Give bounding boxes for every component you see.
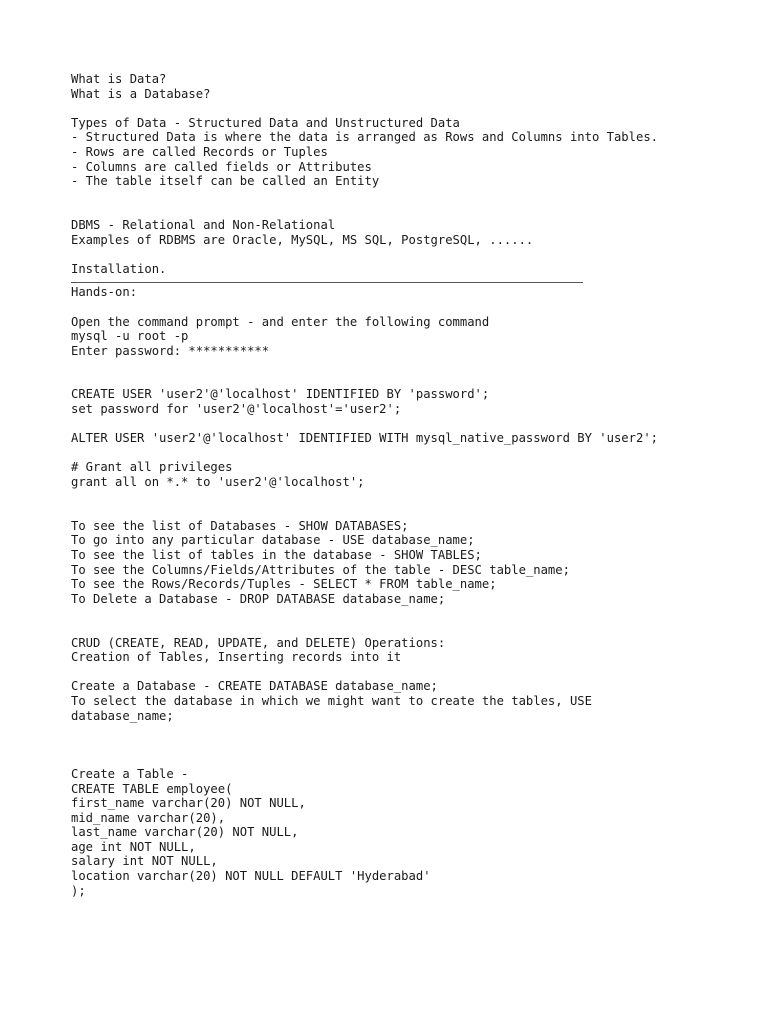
rdbms-examples: Examples of RDBMS are Oracle, MySQL, MS SQL, PostgreSQL, ......: [71, 232, 534, 247]
blank-line: [71, 723, 731, 738]
create-table-line: );: [71, 883, 86, 898]
set-password-command: set password for 'user2'@'localhost'='user2';: [71, 402, 402, 417]
types-item: - Columns are called fields or Attributes: [71, 159, 372, 174]
crud-subtitle: Creation of Tables, Inserting records into it: [71, 650, 402, 665]
command-line: To see the list of tables in the database - SHOW TABLES;: [71, 548, 482, 562]
blank-line: [71, 446, 731, 461]
create-database-line: Create a Database - CREATE DATABASE database_name;: [71, 679, 438, 694]
create-table-line: first_name varchar(20) NOT NULL,: [71, 796, 306, 811]
select-database-line: To select the database in which we might want to create the tables, USE: [71, 693, 592, 708]
select-database-line-cont: database_name;: [71, 708, 174, 723]
blank-line: [71, 300, 731, 315]
crud-title: CRUD (CREATE, READ, UPDATE, and DELETE) Operations:: [71, 635, 446, 650]
create-table-line: mid_name varchar(20),: [71, 810, 226, 825]
alter-user-command: ALTER USER 'user2'@'localhost' IDENTIFIED WITH mysql_native_password BY 'user2';: [71, 431, 658, 446]
dbms-line: DBMS - Relational and Non-Relational: [71, 217, 336, 232]
create-table-line: location varchar(20) NOT NULL DEFAULT 'Hyderabad': [71, 869, 431, 884]
intro-question-data: What is Data?: [71, 72, 167, 86]
blank-line: [71, 504, 731, 519]
hands-on-title: Hands-on:: [71, 285, 138, 300]
create-table-line: age int NOT NULL,: [71, 839, 196, 854]
command-line: To see the Rows/Records/Tuples - SELECT * FROM table_name;: [71, 577, 497, 592]
blank-line: [71, 373, 731, 388]
create-user-command: CREATE USER 'user2'@'localhost' IDENTIFIED BY 'password';: [71, 387, 490, 402]
blank-line: [71, 606, 731, 621]
command-line: To Delete a Database - DROP DATABASE database_name;: [71, 591, 446, 606]
hands-on-line: Open the command prompt - and enter the following command: [71, 314, 490, 329]
blank-line: [71, 101, 731, 116]
command-line: To see the list of Databases - SHOW DATABASES;: [71, 518, 409, 533]
blank-line: [71, 752, 731, 767]
hands-on-line: Enter password: ***********: [71, 343, 270, 358]
blank-line: [71, 490, 731, 505]
blank-line: [71, 247, 731, 262]
types-heading: Types of Data - Structured Data and Unstructured Data: [71, 115, 460, 130]
create-table-line: CREATE TABLE employee(: [71, 781, 233, 796]
installation-label: Installation.: [71, 261, 167, 276]
create-table-line: salary int NOT NULL,: [71, 854, 218, 869]
types-item: - Rows are called Records or Tuples: [71, 144, 328, 159]
intro-question-database: What is a Database?: [71, 86, 211, 101]
blank-line: [71, 203, 731, 218]
blank-line: [71, 738, 731, 753]
command-line: To see the Columns/Fields/Attributes of the table - DESC table_name;: [71, 562, 570, 577]
grant-command: grant all on *.* to 'user2'@'localhost';: [71, 475, 365, 490]
grant-comment: # Grant all privileges: [71, 460, 233, 475]
blank-line: [71, 665, 731, 680]
blank-line: [71, 621, 731, 636]
document-page: [71, 72, 731, 898]
create-table-heading: Create a Table -: [71, 766, 189, 781]
hands-on-line: mysql -u root -p: [71, 329, 189, 344]
types-item: - Structured Data is where the data is arranged as Rows and Columns into Tables.: [71, 130, 658, 145]
blank-line: [71, 417, 731, 432]
types-item: - The table itself can be called an Entity: [71, 174, 380, 189]
command-line: To go into any particular database - USE database_name;: [71, 533, 475, 548]
horizontal-rule: [71, 282, 583, 283]
blank-line: [71, 189, 731, 204]
create-table-line: last_name varchar(20) NOT NULL,: [71, 825, 299, 840]
blank-line: [71, 358, 731, 373]
